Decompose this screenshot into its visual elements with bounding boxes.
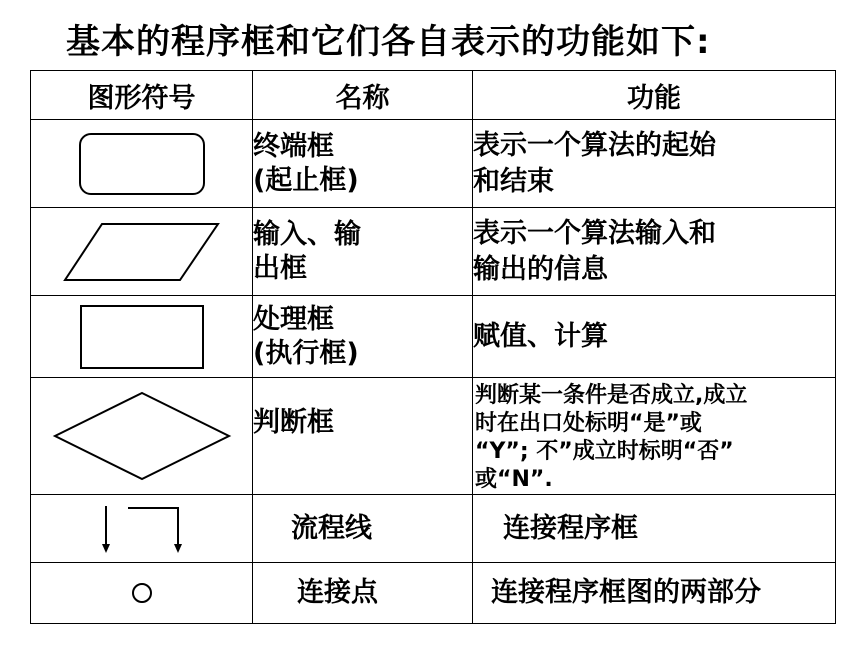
symbol-cell [31, 378, 253, 495]
function-cell: 连接程序框图的两部分 [473, 563, 836, 624]
function-cell: 表示一个算法输入和 输出的信息 [473, 208, 836, 296]
diamond-decision-icon [54, 392, 230, 480]
header-name: 名称 [253, 71, 473, 120]
parallelogram-io-icon [64, 223, 220, 281]
table-header-row [31, 71, 836, 120]
name-cell: 处理框 (执行框) [253, 296, 473, 378]
page-title: 基本的程序框和它们各自表示的功能如下: [66, 22, 711, 62]
function-cell: 赋值、计算 [473, 296, 836, 378]
symbol-cell [31, 495, 253, 563]
name-cell: 终端框 (起止框) [253, 120, 473, 208]
symbol-cell [31, 120, 253, 208]
rectangle-process-icon [80, 305, 204, 369]
symbol-cell [31, 563, 253, 624]
table-row [31, 208, 836, 296]
function-cell: 连接程序框 [473, 495, 836, 563]
table-row [31, 563, 836, 624]
name-cell: 流程线 [253, 495, 473, 563]
function-cell: 表示一个算法的起始 和结束 [473, 120, 836, 208]
symbol-cell [31, 208, 253, 296]
table-row [31, 378, 836, 495]
circle-connector-icon [131, 582, 153, 604]
flowchart-symbol-table [30, 70, 836, 624]
function-cell: 判断某一条件是否成立,成立 时在出口处标明“是”或 “Y”; 不”成立时标明“否” 或“N”. [473, 378, 836, 495]
name-cell: 连接点 [253, 563, 473, 624]
name-cell: 输入、输 出框 [253, 208, 473, 296]
table-row [31, 495, 836, 563]
table-row [31, 120, 836, 208]
header-function: 功能 [473, 71, 836, 120]
table-row [31, 296, 836, 378]
flow-arrows-icon [102, 504, 182, 554]
name-cell: 判断框 [253, 378, 473, 495]
header-symbol: 图形符号 [31, 71, 253, 120]
rounded-rectangle-terminal-icon [79, 133, 205, 195]
symbol-cell [31, 296, 253, 378]
